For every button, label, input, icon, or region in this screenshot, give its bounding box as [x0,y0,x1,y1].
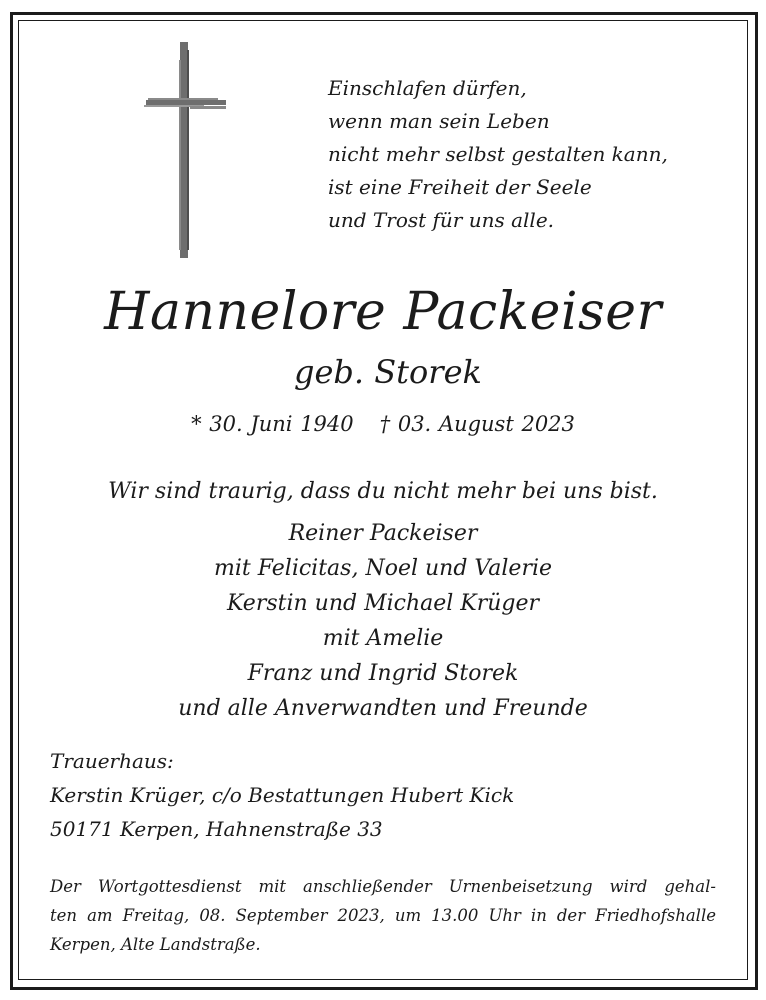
service-notice [50,872,716,959]
quote-line: und Trost für uns alle. [328,208,555,232]
mourner-line: Kerstin und Michael Krüger [226,591,540,616]
maiden-name: geb. Storek [294,353,482,391]
mourning-house-line: Kerstin Krüger, c/o Bestattungen Hubert Kick [50,783,515,807]
mourner-line: mit Amelie [322,626,444,651]
mourning-house-line: 50171 Kerpen, Hahnenstraße 33 [50,817,383,841]
mourner-line: Franz und Ingrid Storek [247,661,519,686]
mourning-house [50,744,514,846]
mourner-line: und alle Anverwandten und Freunde [178,696,588,721]
quote-line: wenn man sein Leben [328,109,550,133]
birth-date: * 30. Juni 1940 [191,412,354,436]
quote-line: Einschlafen dürfen, [328,76,527,100]
service-line: Der Wortgottesdienst mit anschließender Urnenbeisetzung wird gehal- [50,877,716,896]
quote-verse [328,72,668,237]
cross-icon [142,40,232,260]
quote-line: ist eine Freiheit der Seele [328,175,592,199]
death-date: † 03. August 2023 [379,412,575,436]
quote-line: nicht mehr selbst gestalten kann, [328,142,668,166]
life-dates [0,408,766,440]
mourning-house-label: Trauerhaus: [50,749,174,773]
service-line: Kerpen, Alte Landstraße. [50,935,261,954]
mourner-line: Reiner Packeiser [288,521,478,546]
mourners-list [0,516,766,726]
service-line: ten am Freitag, 08. September 2023, um 13.00 Uhr in der Friedhofshalle [50,906,716,925]
grief-line: Wir sind traurig, dass du nicht mehr bei uns bist. [108,479,658,504]
mourner-line: mit Felicitas, Noel und Valerie [213,556,553,581]
deceased-name: Hannelore Packeiser [104,282,662,342]
